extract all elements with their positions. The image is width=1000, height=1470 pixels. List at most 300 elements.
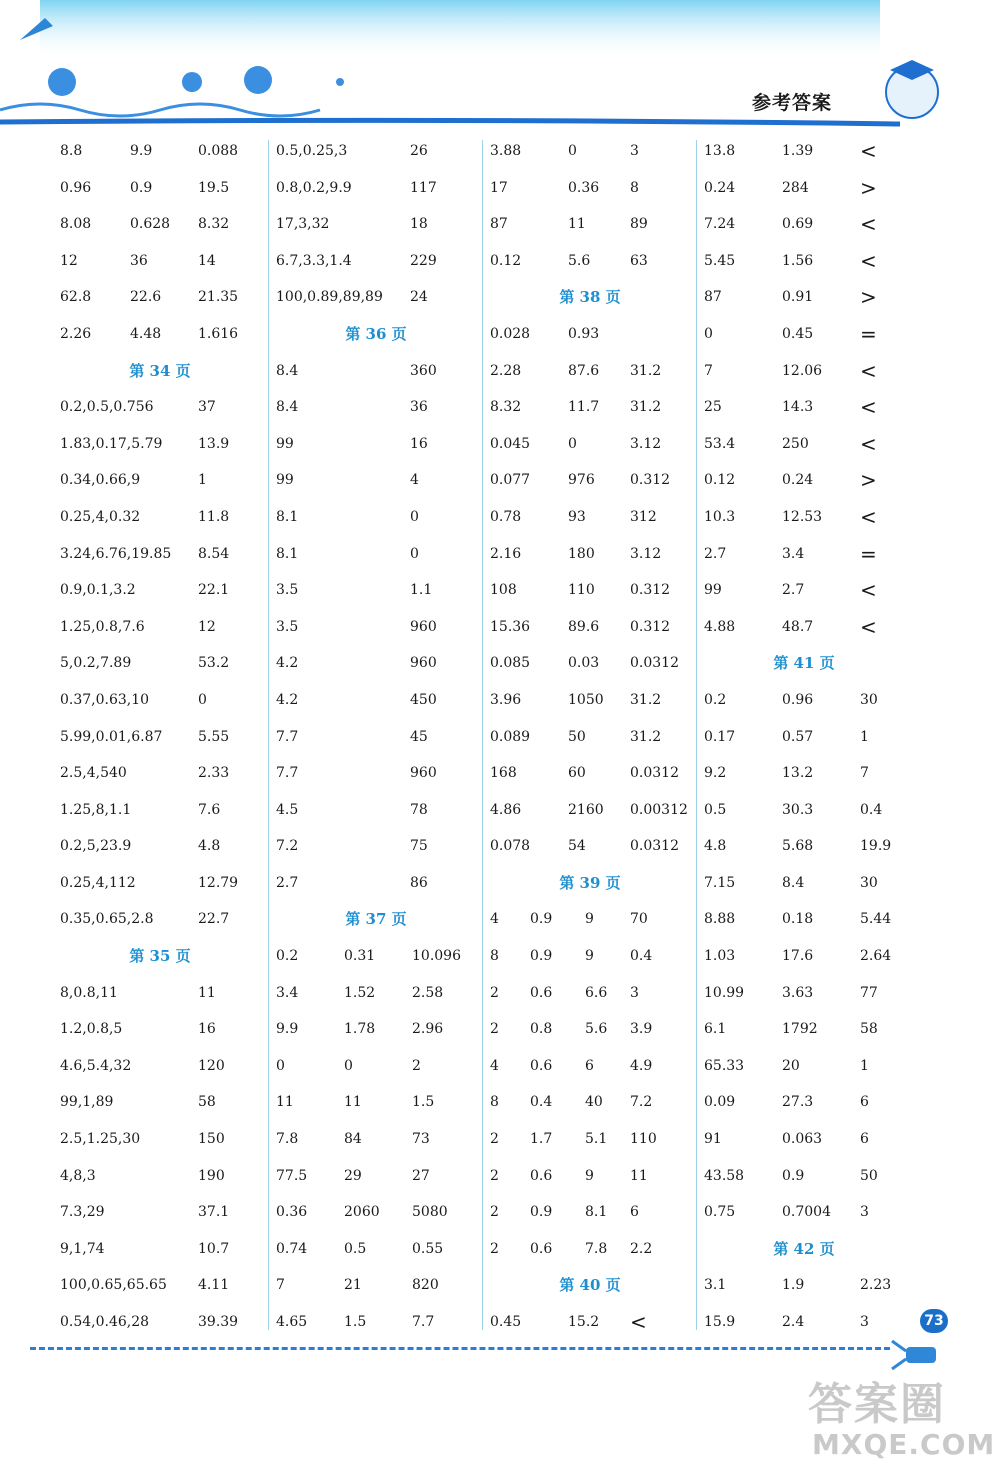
answer-value: 820 <box>412 1277 439 1294</box>
answer-value: 31.2 <box>630 399 662 416</box>
answer-value: 2.5,4,540 <box>60 765 127 782</box>
answer-value: 3.5 <box>276 618 299 635</box>
answer-value: 120 <box>198 1057 225 1074</box>
answer-value: 6.1 <box>704 1021 727 1038</box>
answer-value: 0.54,0.46,28 <box>60 1314 150 1330</box>
answer-value: 1.5 <box>412 1094 435 1111</box>
answer-value: 0.7004 <box>782 1204 831 1221</box>
answer-value: 150 <box>198 1131 225 1148</box>
answer-value: 27 <box>412 1167 430 1184</box>
answer-row <box>276 1158 476 1195</box>
answer-value: 7 <box>276 1277 285 1294</box>
answer-value: 0.089 <box>490 728 531 745</box>
answer-value: 11 <box>568 216 586 233</box>
answer-value: 8.08 <box>60 216 92 233</box>
answer-row <box>704 206 904 243</box>
answer-value: 3.4 <box>276 984 299 1001</box>
answer-row <box>704 865 904 902</box>
answer-value: 0.9 <box>130 179 153 196</box>
answer-row <box>60 901 260 938</box>
answer-row <box>490 682 690 719</box>
answer-row <box>490 609 690 646</box>
answer-row <box>490 170 690 207</box>
answer-value: 6 <box>860 1131 869 1148</box>
planet-icon <box>182 72 202 92</box>
answer-value: 87 <box>704 289 722 306</box>
answer-value: 4.2 <box>276 655 299 672</box>
answer-value: 0.312 <box>630 472 671 489</box>
answer-value: 0.24 <box>782 472 814 489</box>
answer-value: 12 <box>198 618 216 635</box>
answer-value: 312 <box>630 508 657 525</box>
answer-value: 86 <box>410 874 428 891</box>
answer-value: 0.9 <box>530 948 553 965</box>
answer-row <box>490 462 690 499</box>
column-divider <box>696 140 697 1330</box>
star-icon <box>336 78 344 86</box>
answer-value: 190 <box>198 1167 225 1184</box>
answer-row <box>276 206 476 243</box>
answer-row <box>490 1084 690 1121</box>
answer-row <box>490 536 690 573</box>
answer-value: 1.25,8,1.1 <box>60 801 132 818</box>
answer-row <box>704 682 904 719</box>
answer-value: 5.55 <box>198 728 230 745</box>
answer-value: < <box>860 212 877 237</box>
answer-value: 8 <box>490 1094 499 1111</box>
answer-row <box>704 609 904 646</box>
answer-value: 108 <box>490 582 517 599</box>
column-divider <box>268 140 269 1330</box>
answer-value: 99 <box>276 472 294 489</box>
answer-row <box>704 1084 904 1121</box>
answer-value: 7 <box>860 765 869 782</box>
answer-row <box>276 755 476 792</box>
answer-value: 0.36 <box>276 1204 308 1221</box>
answer-value: 0.17 <box>704 728 736 745</box>
answer-row <box>490 316 690 353</box>
answer-value: 5.99,0.01,6.87 <box>60 728 163 745</box>
answer-value: 54 <box>568 838 586 855</box>
answer-value: < <box>860 614 877 639</box>
answer-column-4 <box>704 133 904 1341</box>
answer-value: < <box>630 1310 647 1334</box>
answer-value: 2.7 <box>782 582 805 599</box>
answer-value: 0 <box>568 143 577 159</box>
answer-row <box>704 426 904 463</box>
answer-value: 1.9 <box>782 1277 805 1294</box>
answer-value: 21.35 <box>198 289 239 306</box>
planet-icon <box>48 68 76 96</box>
answer-value: < <box>860 431 877 456</box>
answer-value: 40 <box>585 1094 603 1111</box>
answer-value: 0.085 <box>490 655 531 672</box>
answer-value: < <box>860 504 877 529</box>
answer-value: 99,1,89 <box>60 1094 114 1111</box>
answer-value: 0.9 <box>782 1167 805 1184</box>
answer-value: 1792 <box>782 1021 818 1038</box>
answer-row <box>704 719 904 756</box>
answer-value: 4.65 <box>276 1314 308 1330</box>
answer-value: = <box>860 541 877 566</box>
answer-value: 0.74 <box>276 1240 308 1257</box>
answer-value: < <box>860 578 877 603</box>
answer-row <box>704 901 904 938</box>
answer-value: 4.11 <box>198 1277 230 1294</box>
answer-row <box>60 1267 260 1304</box>
answer-value: > <box>860 285 877 310</box>
answer-value: 2.7 <box>704 545 727 562</box>
answer-value: < <box>860 395 877 420</box>
answer-row <box>60 170 260 207</box>
answer-value: < <box>860 248 877 273</box>
answer-value: 4.8 <box>704 838 727 855</box>
answer-value: 50 <box>568 728 586 745</box>
answer-row <box>276 828 476 865</box>
answer-row <box>276 865 476 902</box>
answer-value: 3.4 <box>782 545 805 562</box>
answer-row <box>60 792 260 829</box>
answer-value: 0 <box>568 435 577 452</box>
answer-value: 960 <box>410 765 437 782</box>
answer-row <box>60 755 260 792</box>
answer-value: 26 <box>410 143 428 159</box>
answer-row <box>490 1011 690 1048</box>
answer-value: 0.78 <box>490 508 522 525</box>
answer-value: 0.6 <box>530 1057 553 1074</box>
cloud-icon <box>0 104 320 116</box>
answer-value: 29 <box>344 1167 362 1184</box>
answer-value: 37 <box>198 399 216 416</box>
answer-row <box>60 499 260 536</box>
answer-row <box>490 133 690 170</box>
answer-value: 2.16 <box>490 545 522 562</box>
answer-value: 6.6 <box>585 984 608 1001</box>
answer-value: 2 <box>490 1240 499 1257</box>
answer-value: 99 <box>704 582 722 599</box>
answer-value: 73 <box>412 1131 430 1148</box>
answer-value: 30.3 <box>782 801 814 818</box>
section-heading: 第 40 页 <box>559 1276 621 1295</box>
answer-row <box>276 1048 476 1085</box>
answer-row <box>704 1011 904 1048</box>
answer-row <box>60 1011 260 1048</box>
answer-row <box>490 792 690 829</box>
page-title: 参考答案 <box>752 92 833 114</box>
answer-value: 0.4 <box>530 1094 553 1111</box>
answer-row <box>60 1304 260 1341</box>
answer-row <box>490 206 690 243</box>
answer-value: 15.2 <box>568 1314 600 1330</box>
answer-value: 3.12 <box>630 545 662 562</box>
answer-row <box>60 243 260 280</box>
answer-row <box>60 572 260 609</box>
answer-value: 17.6 <box>782 948 814 965</box>
answer-row <box>490 1048 690 1085</box>
answer-row <box>704 499 904 536</box>
page-number: 73 <box>920 1309 948 1333</box>
answer-value: 36 <box>410 399 428 416</box>
answer-row <box>704 792 904 829</box>
answer-value: 21 <box>344 1277 362 1294</box>
answer-value: < <box>860 358 877 383</box>
answer-value: 0.8 <box>530 1021 553 1038</box>
answer-value: 30 <box>860 874 878 891</box>
section-heading: 第 37 页 <box>345 910 407 929</box>
answer-row <box>490 1158 690 1195</box>
answer-row <box>490 828 690 865</box>
answer-value: 3.88 <box>490 143 522 159</box>
answer-value: 10.096 <box>412 948 461 965</box>
answer-row <box>276 719 476 756</box>
answer-value: 3 <box>630 984 639 1001</box>
answer-row <box>60 206 260 243</box>
answer-value: 17,3,32 <box>276 216 330 233</box>
answer-value: 0.57 <box>782 728 814 745</box>
answer-value: 0 <box>410 545 419 562</box>
answer-value: 4,8,3 <box>60 1167 96 1184</box>
header-rule <box>0 120 900 124</box>
answer-value: 77.5 <box>276 1167 308 1184</box>
answer-value: 9.2 <box>704 765 727 782</box>
answer-row <box>60 645 260 682</box>
answer-value: 0.18 <box>782 911 814 928</box>
answer-value: 22.1 <box>198 582 230 599</box>
answer-value: 7.7 <box>412 1314 435 1330</box>
footer-dashed-line <box>30 1347 890 1350</box>
answer-value: 11.8 <box>198 508 230 525</box>
answer-value: 45 <box>410 728 428 745</box>
answer-value: 110 <box>568 582 595 599</box>
answer-row <box>276 1267 476 1304</box>
section-heading: 第 35 页 <box>129 947 191 966</box>
answer-value: 43.58 <box>704 1167 745 1184</box>
answer-value: 2 <box>490 984 499 1001</box>
answer-value: 0.312 <box>630 582 671 599</box>
answer-value: 4.48 <box>130 325 162 342</box>
answer-value: 0 <box>276 1057 285 1074</box>
answer-row <box>60 316 260 353</box>
answer-value: 7 <box>704 362 713 379</box>
answer-value: 11.7 <box>568 399 600 416</box>
answer-row <box>704 462 904 499</box>
answer-value: 100,0.65,65.65 <box>60 1277 167 1294</box>
answer-value: 0.4 <box>860 801 883 818</box>
answer-value: 5080 <box>412 1204 448 1221</box>
answer-value: 110 <box>630 1131 657 1148</box>
answer-value: 0.2,5,23.9 <box>60 838 132 855</box>
answer-value: 2060 <box>344 1204 380 1221</box>
answer-row <box>490 755 690 792</box>
answer-row <box>490 1121 690 1158</box>
answer-value: 12.79 <box>198 874 239 891</box>
answer-row <box>60 426 260 463</box>
answer-row <box>704 1121 904 1158</box>
answer-value: 0.5,0.25,3 <box>276 143 348 159</box>
answer-value: 0.96 <box>782 691 814 708</box>
answer-row <box>276 1084 476 1121</box>
watermark <box>808 1368 996 1468</box>
answer-value: 91 <box>704 1131 722 1148</box>
answer-value: 12 <box>60 252 78 269</box>
answer-value: 450 <box>410 691 437 708</box>
answer-row <box>276 279 476 316</box>
answer-row <box>276 426 476 463</box>
answer-row <box>60 1084 260 1121</box>
answer-value: 229 <box>410 252 437 269</box>
answer-value: 0.2 <box>704 691 727 708</box>
section-heading: 第 42 页 <box>773 1239 835 1258</box>
answer-value: 0.91 <box>782 289 814 306</box>
answer-value: 2.28 <box>490 362 522 379</box>
answer-value: 11 <box>344 1094 362 1111</box>
answer-value: 1050 <box>568 691 604 708</box>
answer-row <box>276 938 476 975</box>
answer-value: 22.6 <box>130 289 162 306</box>
answer-row <box>490 389 690 426</box>
answer-row <box>490 572 690 609</box>
answer-value: 4.2 <box>276 691 299 708</box>
answer-value: 8.32 <box>198 216 230 233</box>
answer-value: 93 <box>568 508 586 525</box>
answer-row <box>490 353 690 390</box>
answer-value: 2.64 <box>860 948 892 965</box>
answer-value: 10.99 <box>704 984 745 1001</box>
answer-value: 12.06 <box>782 362 823 379</box>
answer-value: 4.88 <box>704 618 736 635</box>
section-heading: 第 38 页 <box>559 288 621 307</box>
answer-value: 0.25,4,112 <box>60 874 136 891</box>
answer-row <box>276 243 476 280</box>
answer-value: 1 <box>860 1057 869 1074</box>
answer-row <box>490 975 690 1012</box>
answer-value: 20 <box>782 1057 800 1074</box>
answer-value: 84 <box>344 1131 362 1148</box>
answer-value: 0.25,4,0.32 <box>60 508 141 525</box>
answer-row <box>276 133 476 170</box>
answer-row <box>276 1011 476 1048</box>
answer-value: 5.45 <box>704 252 736 269</box>
answer-value: 0.0312 <box>630 838 679 855</box>
answer-row <box>60 1121 260 1158</box>
answer-value: 9 <box>585 948 594 965</box>
answer-value: 8.4 <box>782 874 805 891</box>
answer-value: 1.56 <box>782 252 814 269</box>
answer-value: 0.0312 <box>630 765 679 782</box>
answer-row <box>276 1231 476 1268</box>
answer-value: 0.9 <box>530 1204 553 1221</box>
answer-value: 7.24 <box>704 216 736 233</box>
answer-value: 3 <box>860 1204 869 1221</box>
answer-value: 3.9 <box>630 1021 653 1038</box>
answer-value: 11 <box>630 1167 648 1184</box>
answer-value: 1.03 <box>704 948 736 965</box>
answer-value: 3 <box>630 143 639 159</box>
answer-value: 0.12 <box>704 472 736 489</box>
answer-value: 39.39 <box>198 1314 239 1330</box>
answer-value: 8.8 <box>60 143 83 159</box>
answer-value: 5.68 <box>782 838 814 855</box>
answer-value: 53.4 <box>704 435 736 452</box>
answer-value: 1.5 <box>344 1314 367 1330</box>
answer-value: 2 <box>490 1204 499 1221</box>
watermark-logo-text: 答案圈 <box>808 1379 946 1430</box>
answer-row <box>704 170 904 207</box>
answer-value: 7.8 <box>585 1240 608 1257</box>
answer-value: 50 <box>860 1167 878 1184</box>
answer-value: 3.24,6.76,19.85 <box>60 545 172 562</box>
answer-value: 2.2 <box>630 1240 653 1257</box>
answer-value: 8.32 <box>490 399 522 416</box>
answer-value: 99 <box>276 435 294 452</box>
column-divider <box>482 140 483 1330</box>
answer-value: 5.6 <box>585 1021 608 1038</box>
answer-value: 6 <box>585 1057 594 1074</box>
answer-value: 8,0.8,11 <box>60 984 118 1001</box>
answer-row <box>490 938 690 975</box>
answer-value: 9,1,74 <box>60 1240 105 1257</box>
answer-value: 0.045 <box>490 435 531 452</box>
answer-value: 7.8 <box>276 1131 299 1148</box>
answer-row <box>704 975 904 1012</box>
answer-row <box>60 719 260 756</box>
answer-value: 8 <box>490 948 499 965</box>
answer-value: 24 <box>410 289 428 306</box>
answer-value: 0.45 <box>490 1314 522 1330</box>
answer-value: 3.96 <box>490 691 522 708</box>
answer-row <box>276 645 476 682</box>
answer-value: 89 <box>630 216 648 233</box>
answer-row <box>704 316 904 353</box>
answer-value: 19.5 <box>198 179 230 196</box>
answer-column-2 <box>276 133 476 1341</box>
answer-row <box>490 645 690 682</box>
answer-row <box>490 243 690 280</box>
answer-value: 2.96 <box>412 1021 444 1038</box>
answer-value: 0.8,0.2,9.9 <box>276 179 352 196</box>
answer-row <box>704 353 904 390</box>
answer-value: 100,0.89,89,89 <box>276 289 383 306</box>
answer-value: 4 <box>410 472 419 489</box>
answer-row <box>60 682 260 719</box>
answer-value: 3.1 <box>704 1277 727 1294</box>
answer-value: 63 <box>630 252 648 269</box>
answer-row <box>490 901 690 938</box>
answer-value: 0.9 <box>530 911 553 928</box>
answer-value: 78 <box>410 801 428 818</box>
answer-value: 0.5 <box>344 1240 367 1257</box>
answer-value: 53.2 <box>198 655 230 672</box>
answer-value: 1.78 <box>344 1021 376 1038</box>
answer-value: 0.45 <box>782 325 814 342</box>
answer-row <box>704 389 904 426</box>
answer-value: 17 <box>490 179 508 196</box>
answer-value: 0.4 <box>630 948 653 965</box>
answer-value: 9.9 <box>276 1021 299 1038</box>
answer-value: 0.31 <box>344 948 376 965</box>
answer-value: 87 <box>490 216 508 233</box>
answer-row <box>60 1231 260 1268</box>
answer-value: 75 <box>410 838 428 855</box>
answer-value: 4.8 <box>198 838 221 855</box>
answer-value: 0 <box>344 1057 353 1074</box>
answer-value: 89.6 <box>568 618 600 635</box>
answer-value: 13.9 <box>198 435 230 452</box>
answer-value: 0.75 <box>704 1204 736 1221</box>
answer-row <box>60 536 260 573</box>
answer-row <box>704 1158 904 1195</box>
answer-value: 8.88 <box>704 911 736 928</box>
